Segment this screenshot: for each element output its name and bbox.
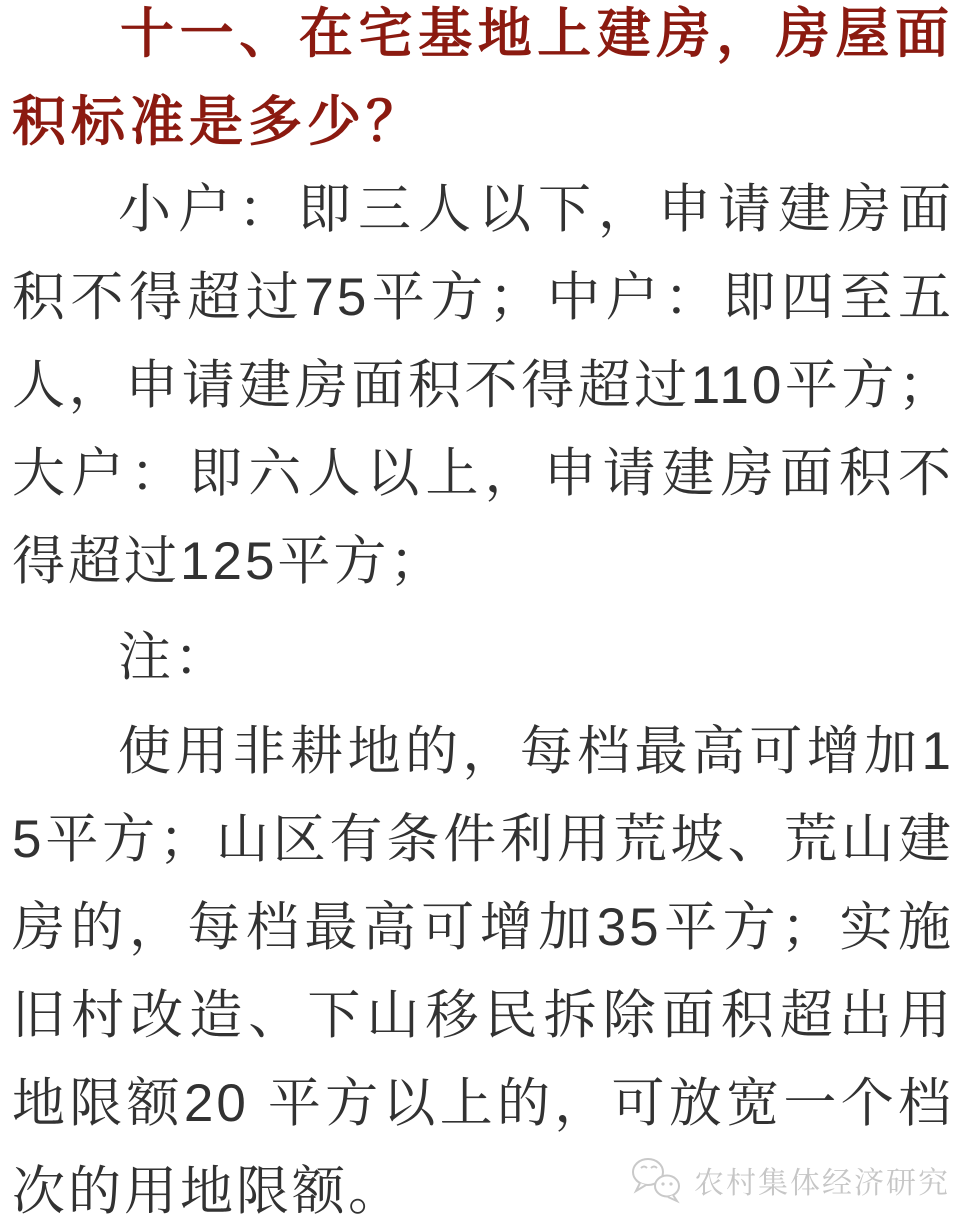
watermark xyxy=(630,1156,950,1204)
wechat-icon xyxy=(630,1156,684,1204)
watermark-label: 农村集体经济研究 xyxy=(694,1167,950,1200)
page-title: 十一、在宅基地上建房，房屋面积标准是多少？ xyxy=(12,4,954,152)
paragraph-note-label: 注： xyxy=(118,628,230,687)
paragraph-household-standards: 小户：即三人以下，申请建房面积不得超过75平方；中户：即四至五人，申请建房面积不得超过110平方；大户：即六人以上，申请建房面积不得超过125平方； xyxy=(12,180,954,591)
paragraph-note-detail: 使用非耕地的，每档最高可增加15平方；山区有条件利用荒坡、荒山建房的，每档最高可增加35平方；实施旧村改造、下山移民拆除面积超出用地限额20 平方以上的，可放宽一个档次的用地限额。 xyxy=(12,722,954,1221)
